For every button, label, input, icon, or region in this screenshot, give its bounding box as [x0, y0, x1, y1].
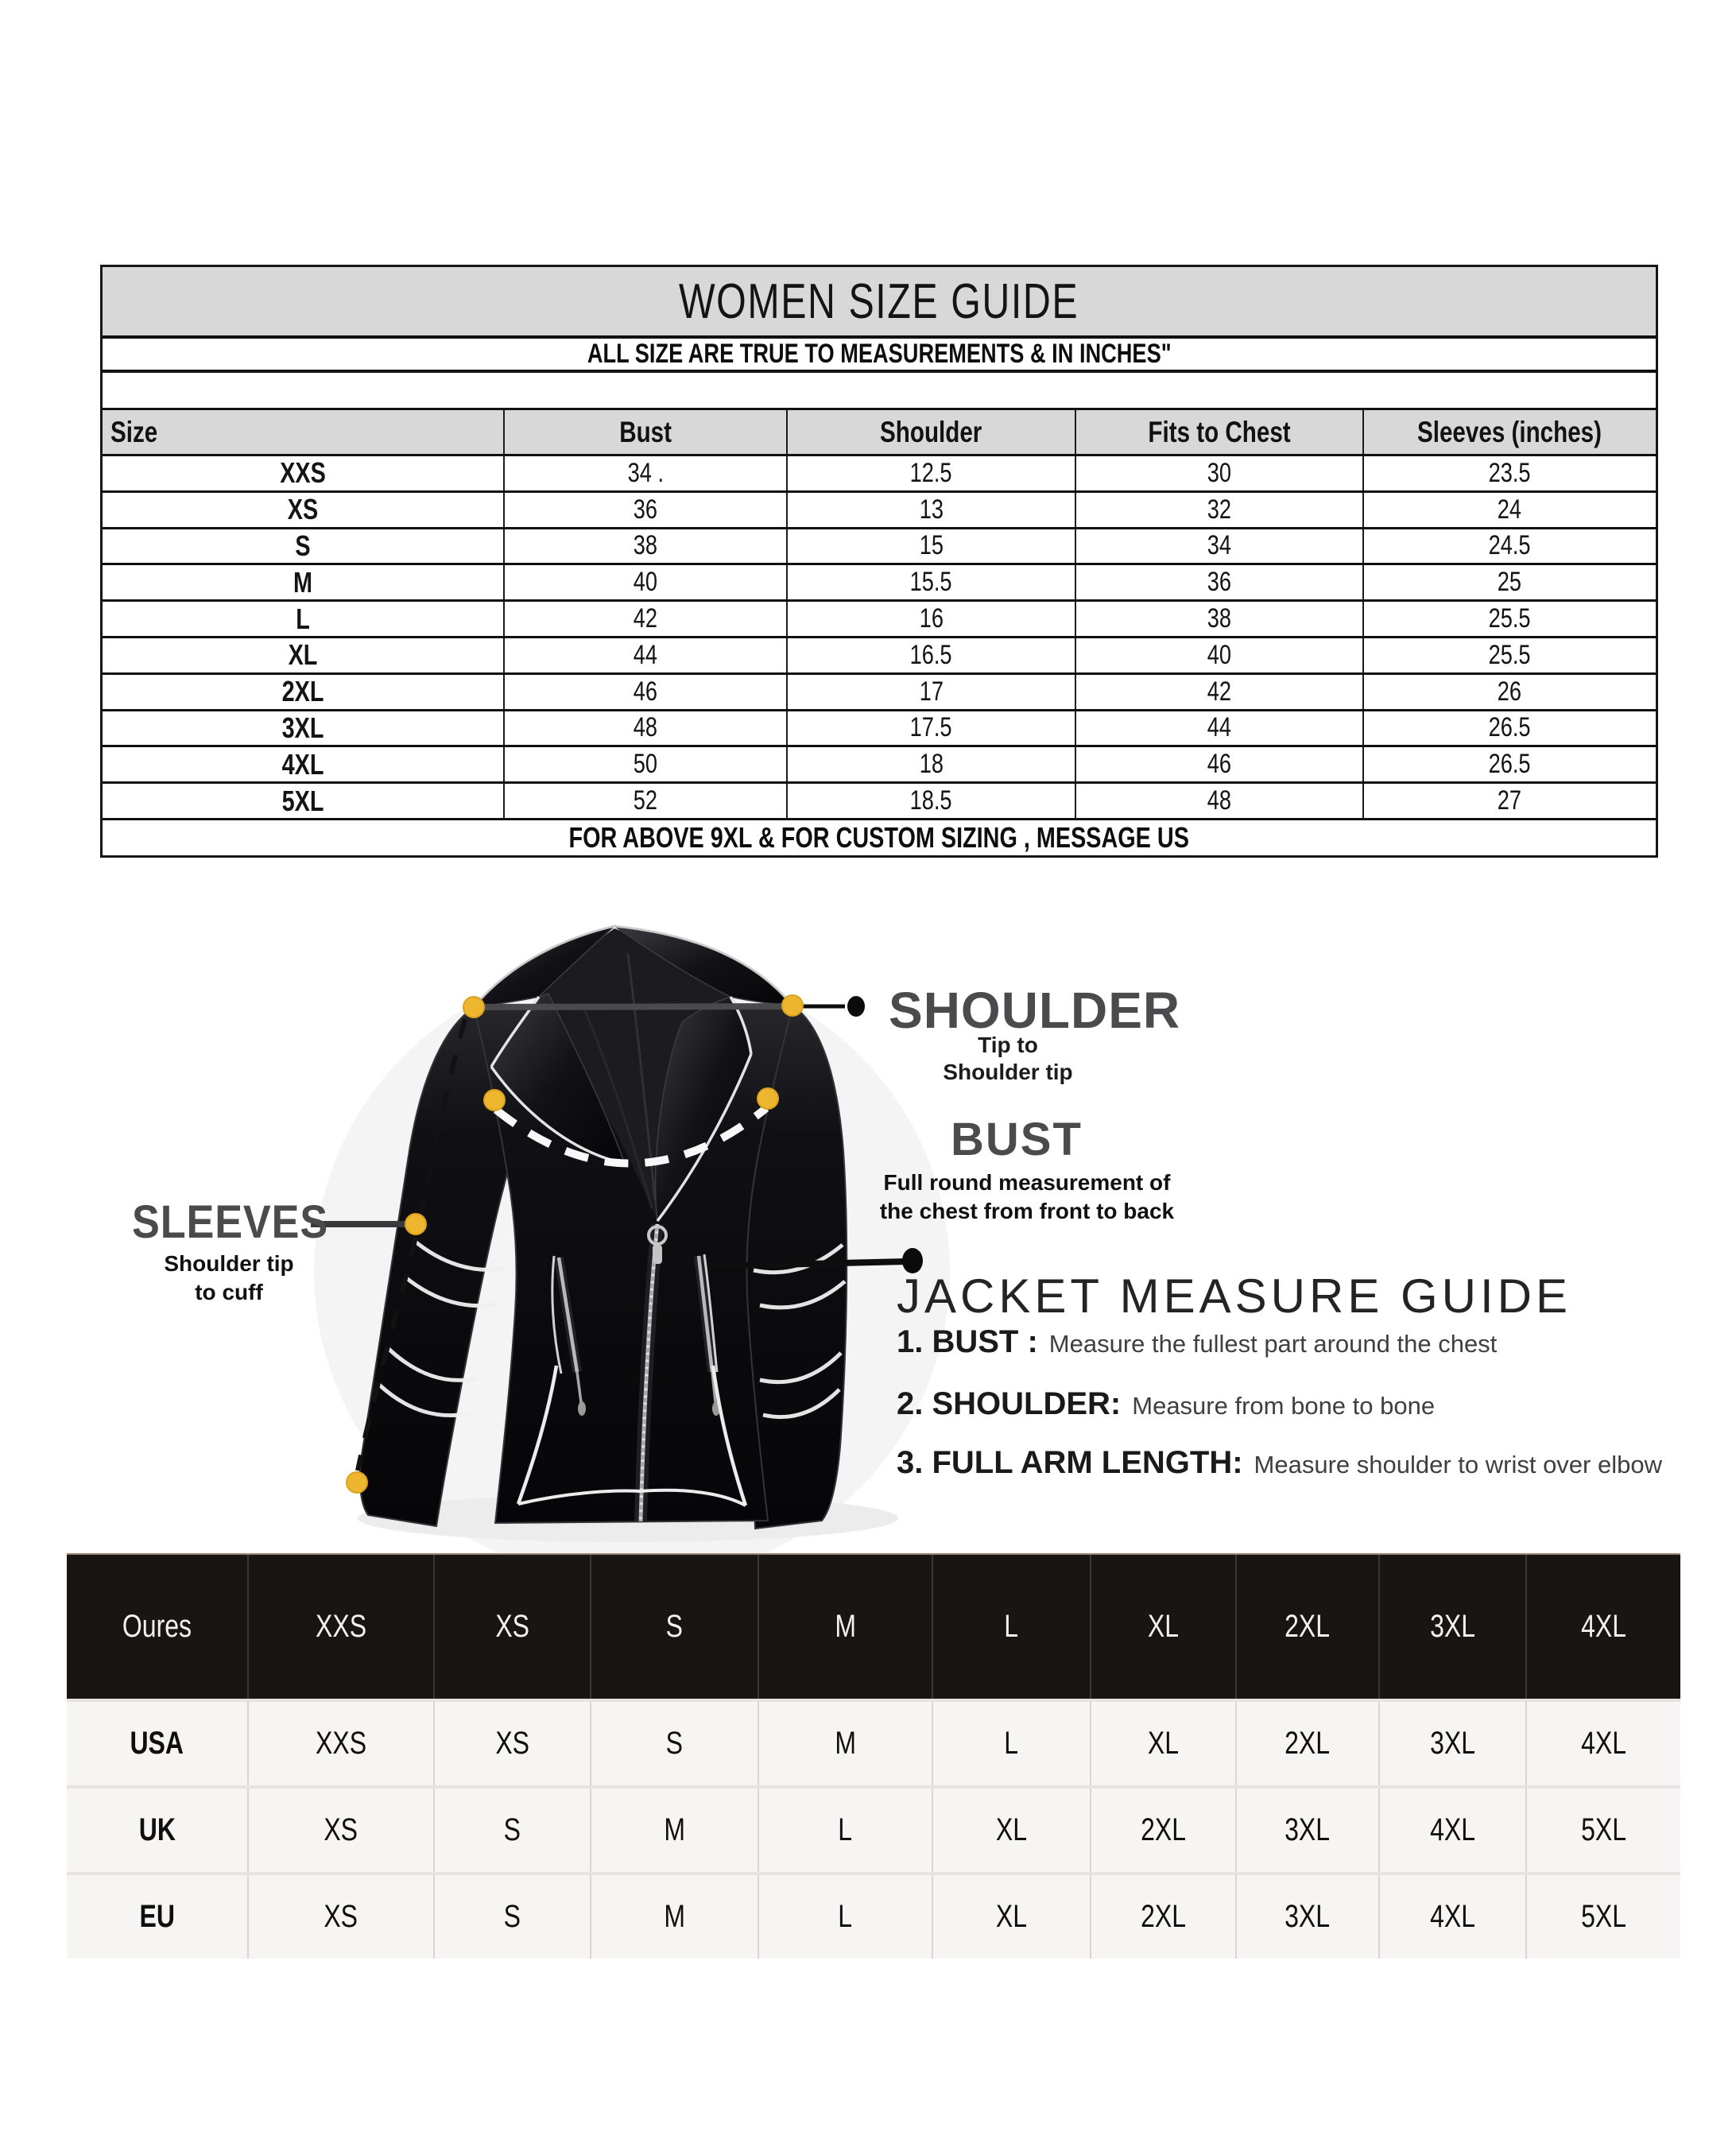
conversion-header-cell: XS: [435, 1555, 591, 1699]
conversion-table: [67, 1553, 1680, 1959]
size-row-xxs: [103, 456, 1656, 493]
measure-guide-item-arm-length: [897, 1445, 1662, 1481]
size-guide-header-row: [103, 410, 1656, 456]
conversion-header-cell: 4XL: [1581, 1609, 1626, 1644]
size-cell: S: [103, 529, 505, 564]
left-pocket-pull-tip: [578, 1401, 586, 1416]
shoulder-pointer-dot: [847, 996, 865, 1017]
measure-guide-item-bust: [897, 1324, 1497, 1360]
conversion-cell: S: [435, 1875, 591, 1959]
sleeves-sublabel: [134, 1250, 324, 1307]
conversion-cell: 5XL: [1581, 1899, 1626, 1934]
column-header-size: Size: [103, 410, 505, 454]
conversion-cell: M: [759, 1702, 933, 1785]
bust-cell: 36: [505, 493, 788, 527]
sleeves-cell: 25.5: [1488, 603, 1531, 634]
sleeves-cell: 24: [1498, 494, 1522, 525]
size-cell: XL: [103, 638, 505, 672]
sleeves-cell: 24.5: [1488, 530, 1531, 561]
bust-cell: 52: [505, 784, 788, 818]
size-row-xs: [103, 493, 1656, 529]
chest-cell: 42: [1076, 675, 1363, 709]
size-row-2xl: [103, 675, 1656, 711]
chest-cell: 34: [1076, 529, 1363, 564]
conversion-header-cell: 2XL: [1237, 1555, 1381, 1699]
sleeves-cell: 27: [1498, 785, 1522, 816]
region-cell: USA: [67, 1702, 249, 1785]
size-cell: L: [103, 602, 505, 636]
guide-item-desc: Measure the fullest part around the chest: [1048, 1330, 1498, 1358]
bust-cell: 40: [505, 565, 788, 599]
conversion-cell: 4XL: [1380, 1875, 1527, 1959]
column-header-sleeves: Sleeves (inches): [1417, 415, 1602, 448]
conversion-cell: L: [759, 1875, 933, 1959]
sleeves-cell: 26.5: [1488, 749, 1531, 780]
bust-sublabel: [852, 1168, 1202, 1226]
bust-sublabel-line1: Full round measurement of: [883, 1170, 1171, 1195]
right-bust-dot: [758, 1088, 778, 1109]
size-guide-spacer-row: [103, 373, 1656, 410]
conversion-cell: XXS: [249, 1702, 434, 1785]
conversion-header-row: [67, 1555, 1680, 1699]
size-row-s: [103, 529, 1656, 566]
conversion-cell: 3XL: [1380, 1702, 1527, 1785]
sleeves-cell: 23.5: [1488, 457, 1531, 488]
conversion-cell: L: [933, 1702, 1091, 1785]
sleeves-cell: 26.5: [1488, 712, 1531, 743]
conversion-cell: 2XL: [1091, 1789, 1237, 1872]
size-cell: XS: [103, 493, 505, 527]
chest-cell: 40: [1076, 638, 1363, 672]
sleeves-cell: 25.5: [1488, 639, 1531, 670]
conversion-cell: M: [591, 1875, 759, 1959]
jacket: [360, 926, 847, 1529]
conversion-cell: 2XL: [1091, 1875, 1237, 1959]
chest-cell: 30: [1076, 456, 1363, 490]
right-shoulder-dot: [782, 995, 803, 1016]
bust-cell: 34 .: [505, 456, 788, 490]
bust-label: BUST: [951, 1114, 1083, 1165]
shoulder-cell: 15.5: [788, 565, 1076, 599]
shoulder-cell: 12.5: [788, 456, 1076, 490]
shoulder-cell: 16.5: [788, 638, 1076, 672]
measure-guide-item-shoulder: [897, 1386, 1435, 1422]
sleeve-mid-dot: [405, 1214, 426, 1234]
region-cell: EU: [67, 1875, 249, 1959]
sleeves-cell: 25: [1498, 567, 1522, 598]
conversion-header-cell: XL: [1091, 1555, 1237, 1699]
conversion-header-cell: 3XL: [1380, 1555, 1527, 1699]
guide-item-desc: Measure shoulder to wrist over elbow: [1254, 1451, 1662, 1478]
conversion-cell: M: [591, 1789, 759, 1872]
conversion-cell: 2XL: [1237, 1702, 1381, 1785]
bust-cell: 46: [505, 675, 788, 709]
conversion-cell: XL: [1091, 1702, 1237, 1785]
conversion-header-brand: Oures: [67, 1555, 249, 1699]
shoulder-sublabel-line1: Tip to: [978, 1033, 1038, 1057]
cuff-dot: [347, 1472, 367, 1493]
sleeves-sublabel-line1: Shoulder tip: [164, 1251, 294, 1276]
conversion-cell: XL: [933, 1875, 1091, 1959]
size-guide-subtitle-text: ALL SIZE ARE TRUE TO MEASUREMENTS & IN INCHES": [587, 339, 1172, 369]
conversion-row-uk: [67, 1785, 1680, 1872]
shoulder-label: SHOULDER: [889, 982, 1181, 1039]
conversion-cell: 4XL: [1380, 1789, 1527, 1872]
size-cell: M: [103, 565, 505, 599]
shoulder-cell: 18.5: [788, 784, 1076, 818]
column-header-fits-to-chest: Fits to Chest: [1076, 410, 1363, 454]
conversion-header-cell: XXS: [249, 1555, 434, 1699]
conversion-cell: XS: [435, 1702, 591, 1785]
conversion-cell: 3XL: [1237, 1875, 1381, 1959]
shoulder-cell: 17.5: [788, 711, 1076, 746]
shoulder-cell: 17: [788, 675, 1076, 709]
column-header-shoulder: Shoulder: [788, 410, 1076, 454]
region-cell: UK: [67, 1789, 249, 1872]
size-row-4xl: [103, 747, 1656, 784]
bust-cell: 42: [505, 602, 788, 636]
chest-cell: 36: [1076, 565, 1363, 599]
chest-cell: 46: [1076, 747, 1363, 781]
column-header-bust: Bust: [505, 410, 788, 454]
conversion-cell: S: [591, 1702, 759, 1785]
size-cell: 3XL: [103, 711, 505, 746]
bust-cell: 44: [505, 638, 788, 672]
conversion-row-usa: [67, 1699, 1680, 1785]
left-bust-dot: [484, 1090, 505, 1110]
conversion-cell: L: [759, 1789, 933, 1872]
shoulder-cell: 13: [788, 493, 1076, 527]
chest-cell: 32: [1076, 493, 1363, 527]
guide-item-label: 1. BUST :: [897, 1324, 1038, 1359]
left-shoulder-dot: [463, 997, 484, 1017]
guide-item-label: 2. SHOULDER:: [897, 1386, 1122, 1421]
chest-cell: 44: [1076, 711, 1363, 746]
chest-cell: 48: [1076, 784, 1363, 818]
conversion-cell: XS: [249, 1789, 434, 1872]
size-row-5xl: [103, 784, 1656, 820]
sleeves-sublabel-line2: to cuff: [195, 1280, 263, 1304]
size-guide-subtitle: [103, 339, 1656, 373]
shoulder-cell: 16: [788, 602, 1076, 636]
size-row-m: [103, 565, 1656, 602]
shoulder-sublabel-line2: Shoulder tip: [943, 1060, 1073, 1084]
conversion-row-eu: [67, 1872, 1680, 1959]
chest-cell: 38: [1076, 602, 1363, 636]
shoulder-cell: 18: [788, 747, 1076, 781]
size-cell: 4XL: [103, 747, 505, 781]
bust-cell: 50: [505, 747, 788, 781]
bust-sublabel-line2: the chest from front to back: [879, 1199, 1175, 1223]
bust-cell: 48: [505, 711, 788, 746]
size-cell: 2XL: [103, 675, 505, 709]
bust-cell: 38: [505, 529, 788, 564]
size-guide-footer-text: FOR ABOVE 9XL & FOR CUSTOM SIZING , MESSAGE US: [568, 820, 1190, 854]
size-cell: XXS: [103, 456, 505, 490]
conversion-header-cell: L: [933, 1555, 1091, 1699]
conversion-cell: 5XL: [1581, 1812, 1626, 1847]
measure-guide-title: JACKET MEASURE GUIDE: [897, 1269, 1572, 1323]
size-guide-title-text: WOMEN SIZE GUIDE: [679, 273, 1079, 329]
conversion-header-cell: M: [759, 1555, 933, 1699]
sleeves-label: SLEEVES: [132, 1196, 329, 1248]
conversion-cell: 3XL: [1237, 1789, 1381, 1872]
size-row-l: [103, 602, 1656, 638]
conversion-header-cell: S: [591, 1555, 759, 1699]
size-guide-table: [100, 265, 1658, 858]
guide-item-desc: Measure from bone to bone: [1132, 1392, 1436, 1420]
zipper-pull: [653, 1245, 662, 1264]
shoulder-cell: 15: [788, 529, 1076, 564]
size-guide-footer: [103, 820, 1656, 855]
size-row-xl: [103, 638, 1656, 675]
size-cell: 5XL: [103, 784, 505, 818]
size-guide-title: [103, 267, 1656, 339]
guide-item-label: 3. FULL ARM LENGTH:: [897, 1445, 1243, 1480]
size-row-3xl: [103, 711, 1656, 748]
conversion-cell: S: [435, 1789, 591, 1872]
shoulder-measure-line: [475, 1006, 792, 1007]
sleeves-cell: 26: [1498, 676, 1522, 707]
shoulder-sublabel: [897, 1032, 1119, 1086]
conversion-cell: 4XL: [1581, 1726, 1626, 1761]
conversion-cell: XL: [933, 1789, 1091, 1872]
conversion-cell: XS: [249, 1875, 434, 1959]
